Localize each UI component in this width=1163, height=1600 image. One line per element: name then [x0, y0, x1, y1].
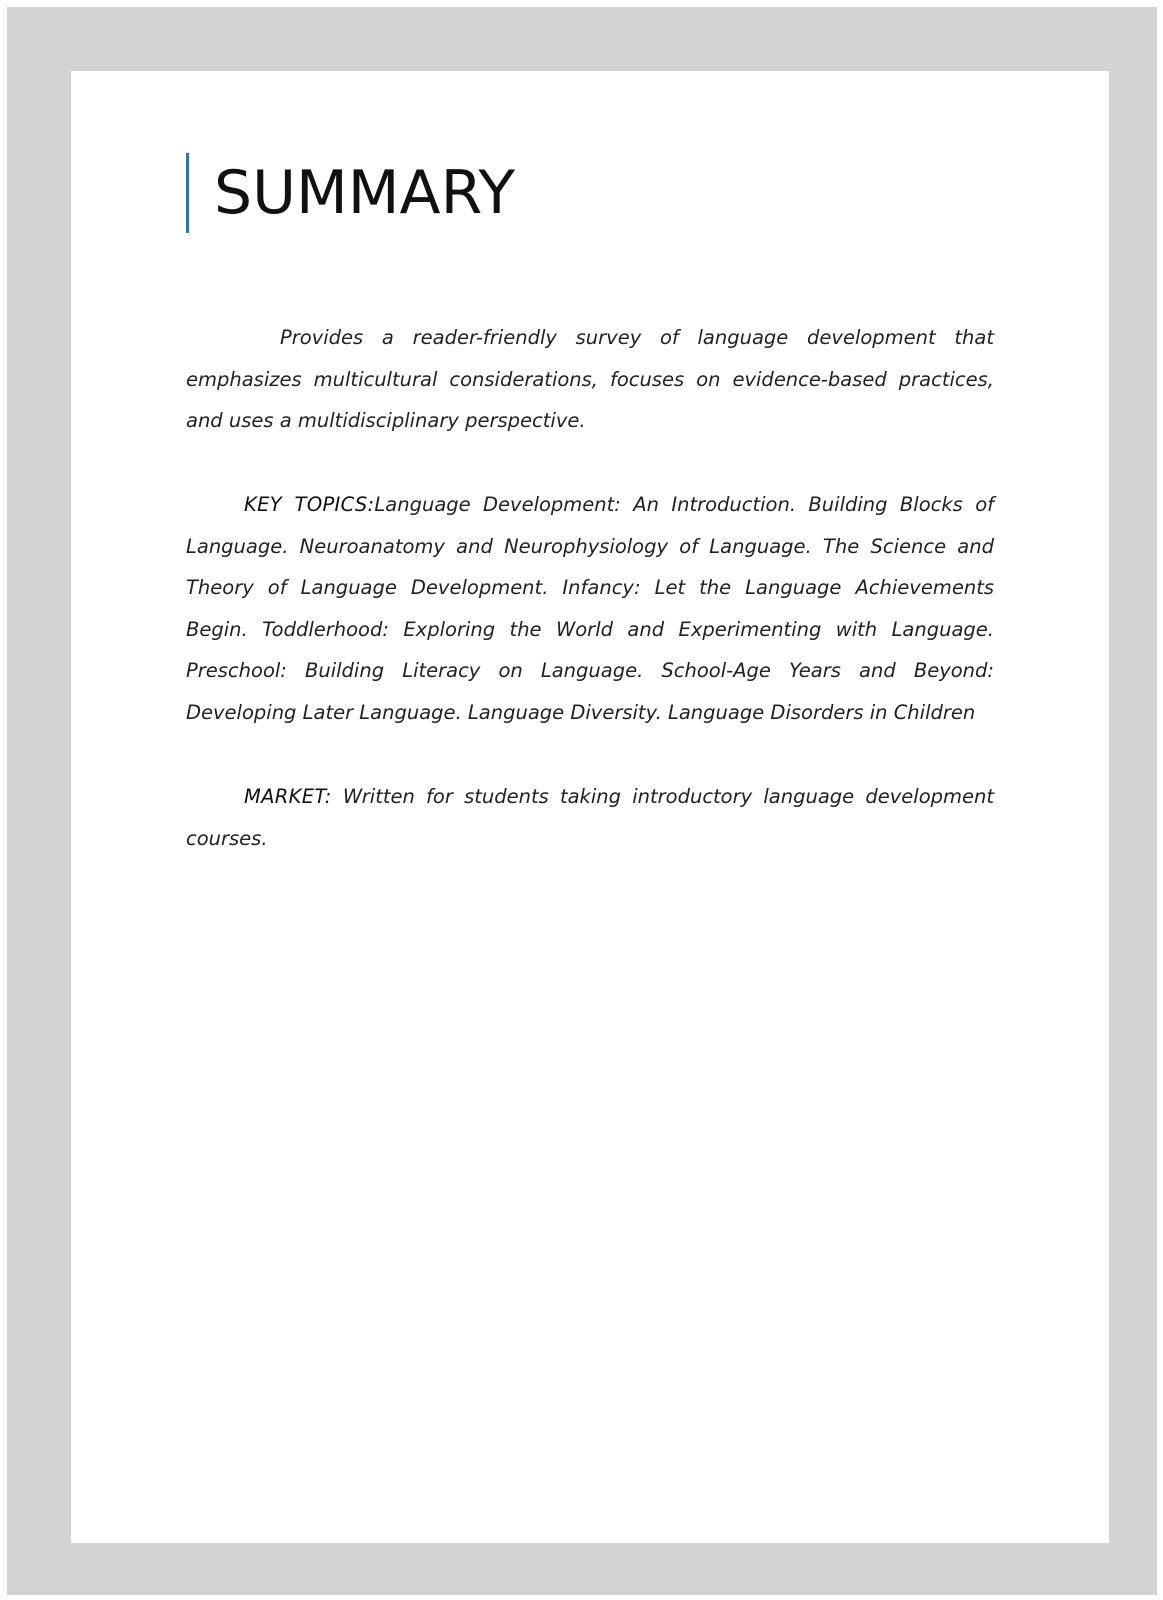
market-text: Written for students taking introductory language development courses. — [186, 785, 994, 850]
market-paragraph — [186, 776, 994, 859]
key-topics-label: KEY TOPICS: — [244, 493, 375, 516]
market-label: MARKET: — [244, 785, 332, 808]
key-topics-text: Language Development: An Introduction. Building Blocks of Language. Neuroanatomy and Neurophysiology of Language. The Science and Theory of Language Development. Infancy: Let the Language Achievements Begin. Toddlerhood: Exploring the World and Experimenting with Language. Preschool: Building Literacy on Language. School-Age Years and Beyond: Developing Later Language. Language Diversity. Language Disorders in Children — [186, 493, 994, 724]
page-frame — [7, 7, 1157, 1595]
heading-accent-bar — [186, 153, 189, 233]
document-page — [71, 71, 1109, 1543]
key-topics-paragraph — [186, 484, 994, 734]
page-title: SUMMARY — [214, 158, 516, 228]
intro-text: Provides a reader-friendly survey of language development that emphasizes multicultural considerations, focuses on evidence-based practices, and uses a multidisciplinary perspective. — [186, 326, 994, 433]
summary-heading — [186, 153, 515, 233]
intro-paragraph — [186, 317, 994, 442]
